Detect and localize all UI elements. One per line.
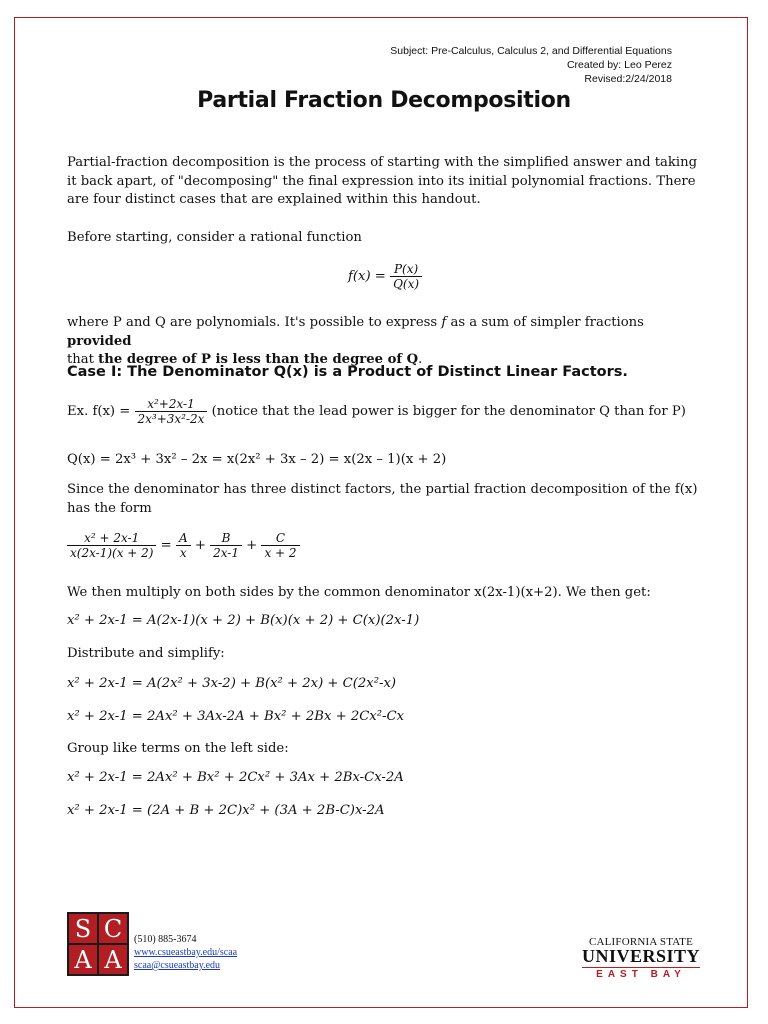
contact-info [134,933,237,972]
fx-numerator: P(x) [393,262,419,276]
equation-1: x² + 2x-1 = A(2x-1)(x + 2) + B(x)(x + 2) + C(x)(2x-1) [67,613,420,628]
where-text-1: where P and Q are polynomials. It's possible to express [67,315,442,330]
since-paragraph: Since the denominator has three distinct factors, the partial fraction decomposition of the f(x) has the form [67,482,698,516]
before-paragraph: Before starting, consider a rational function [67,230,362,245]
form-b-denominator: 2x-1 [210,545,242,560]
form-lhs-denominator: x(2x-1)(x + 2) [67,545,156,560]
website-link[interactable]: www.csueastbay.edu/scaa [134,947,238,958]
document-meta [390,44,672,86]
equation-4: x² + 2x-1 = 2Ax² + Bx² + 2Cx² + 3Ax + 2Bx-Cx-2A [67,770,404,785]
fx-denominator: Q(x) [390,276,422,291]
example-fraction [135,397,208,426]
example-denominator: 2x³+3x²-2x [135,411,208,426]
case1-heading: Case I: The Denominator Q(x) is a Product of Distinct Linear Factors. [67,364,628,380]
rational-function-definition [348,262,422,291]
q-factorization: Q(x) = 2x³ + 3x² – 2x = x(2x² + 3x – 2) = x(2x – 1)(x + 2) [67,452,447,467]
page-title: Partial Fraction Decomposition [197,88,571,113]
equation-5: x² + 2x-1 = (2A + B + 2C)x² + (3A + 2B-C)x-2A [67,803,385,818]
subject-line: Subject: Pre-Calculus, Calculus 2, and Differential Equations [390,45,672,57]
where-text-3: that [67,352,99,367]
logo-letter-c: C [99,914,127,943]
group-paragraph: Group like terms on the left side: [67,741,289,756]
where-bold-degree: the degree of P is less than the degree of Q [98,352,419,367]
example-prefix: Ex. f(x) = [67,404,131,419]
scaa-logo [67,912,129,976]
revised-line: Revised:2/24/2018 [584,73,672,85]
author-line: Created by: Leo Perez [566,59,672,71]
form-plus-1: + [194,538,206,553]
logo-letter-a2: A [99,945,127,974]
equation-2: x² + 2x-1 = A(2x² + 3x-2) + B(x² + 2x) + C(2x²-x) [67,676,397,691]
fx-lhs: f(x) = [348,269,386,284]
example-function [67,397,686,426]
form-equals: = [160,538,172,553]
multiply-paragraph: We then multiply on both sides by the common denominator x(2x-1)(x+2). We then get: [67,585,651,600]
equation-3: x² + 2x-1 = 2Ax² + 3Ax-2A + Bx² + 2Bx + 2Cx²-Cx [67,709,405,724]
form-lhs-fraction [67,531,156,560]
form-a-numerator: A [178,531,188,545]
where-text-4: . [418,352,423,367]
form-a-fraction [176,531,191,560]
csueb-line-3: EAST BAY [582,967,700,980]
logo-letter-a1: A [69,945,97,974]
fx-fraction [390,262,422,291]
form-plus-2: + [246,538,258,553]
form-lhs-numerator: x² + 2x-1 [84,531,140,545]
where-bold-provided: provided [67,333,132,349]
form-b-fraction [210,531,242,560]
distribute-paragraph: Distribute and simplify: [67,646,225,661]
where-f: f [441,315,447,330]
example-numerator: x²+2x-1 [147,397,195,411]
csueb-logo [582,936,700,980]
form-b-numerator: B [221,531,231,545]
example-note: (notice that the lead power is bigger for the denominator Q than for P) [211,404,686,419]
intro-paragraph: Partial-fraction decomposition is the process of starting with the simplified answer and taking it back apart, of "decomposing" the final expression into its initial polynomial fractions. There are four distinct cases that are explained within this handout. [67,155,698,207]
phone-number: (510) 885-3674 [134,934,197,945]
decomposition-form [67,531,300,560]
logo-letter-s: S [69,914,97,943]
email-link[interactable]: scaa@csueastbay.edu [134,960,221,971]
csueb-line-2: UNIVERSITY [581,946,700,966]
csueb-line-1: CALIFORNIA STATE [588,936,694,948]
form-c-fraction [261,531,299,560]
form-c-denominator: x + 2 [261,545,299,560]
form-a-denominator: x [176,545,191,560]
form-c-numerator: C [275,531,286,545]
where-text-2: as a sum of simpler fractions [446,315,644,330]
where-paragraph [67,314,707,370]
